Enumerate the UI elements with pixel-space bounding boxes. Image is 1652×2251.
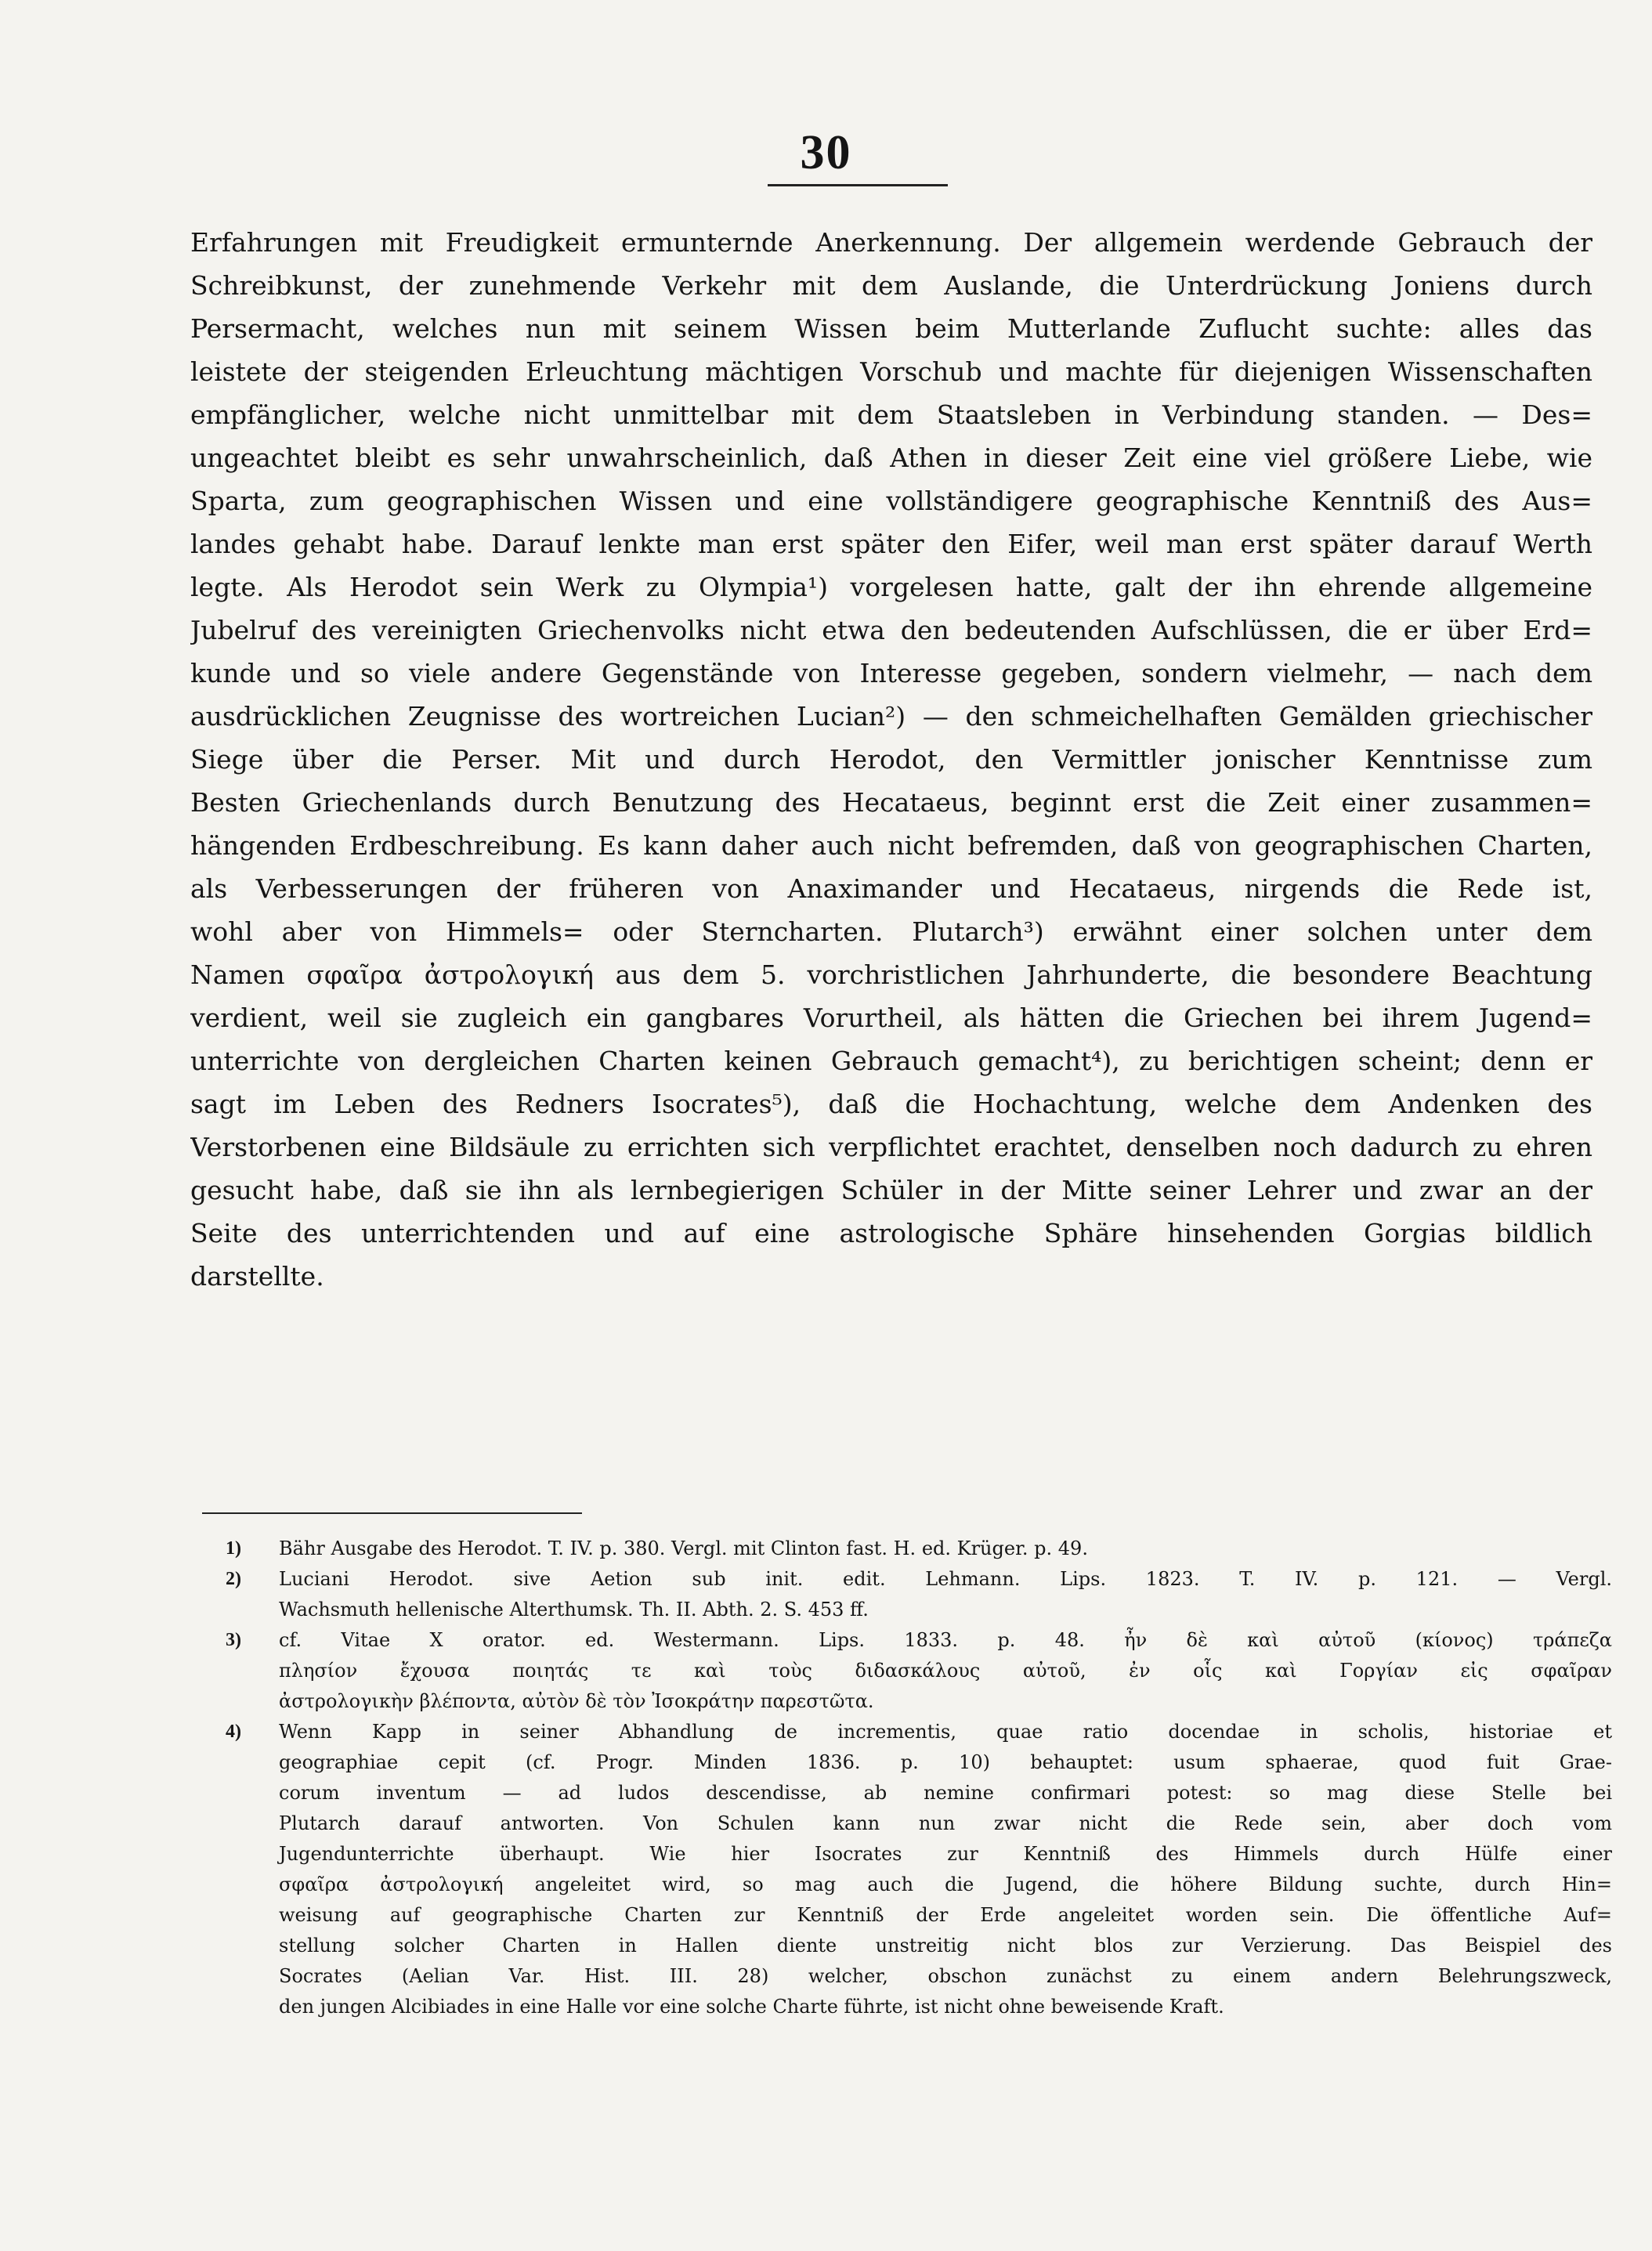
text-line: gesucht habe, daß sie ihn als lernbegierigen Schüler in der Mitte seiner Lehrer und zwar an der: [190, 1175, 1592, 1205]
footnote-line: [210, 1747, 1612, 1778]
text-line: ungeachtet bleibt es sehr unwahrscheinlich, daß Athen in dieser Zeit eine viel größere Liebe, wie: [190, 443, 1592, 473]
footnote-text: cf. Vitae X orator. ed. Westermann. Lips. 1833. p. 48. ἦν δὲ καὶ αὐτοῦ (κίονος) τράπεζα: [279, 1629, 1612, 1651]
text-line: Persermacht, welches nun mit seinem Wissen beim Mutterlande Zuflucht suchte: alles das: [190, 313, 1592, 344]
footnote-text: Wenn Kapp in seiner Abhandlung de incrementis, quae ratio docendae in scholis, historiae et: [279, 1721, 1612, 1743]
footnote-marker: 3): [226, 1630, 241, 1650]
footnote-text: geographiae cepit (cf. Progr. Minden 1836. p. 10) behauptet: usum sphaerae, quod fuit Grae-: [279, 1751, 1612, 1773]
footnote-marker: 1): [226, 1538, 241, 1559]
footnote-line: [210, 1625, 1612, 1656]
text-line: Verstorbenen eine Bildsäule zu errichten sich verpflichtet erachtet, denselben noch dadurch zu ehren: [190, 1132, 1592, 1162]
text-line: Erfahrungen mit Freudigkeit ermunternde Anerkennung. Der allgemein werdende Gebrauch der: [190, 227, 1592, 258]
text-line: als Verbesserungen der früheren von Anaximander und Hecataeus, nirgends die Rede ist,: [190, 873, 1592, 904]
text-line: ausdrücklichen Zeugnisse des wortreichen Lucian²) — den schmeichelhaften Gemälden griechischer: [190, 701, 1592, 732]
footnote-line: [210, 1534, 1612, 1564]
footnote-text: weisung auf geographische Charten zur Kenntniß der Erde angeleitet worden sein. Die öffentliche Auf=: [279, 1904, 1612, 1926]
footnote-line: [210, 1595, 1612, 1625]
footnote-line: [210, 1839, 1612, 1870]
text-line: unterrichte von dergleichen Charten keinen Gebrauch gemacht⁴), zu berichtigen scheint; denn er: [190, 1046, 1592, 1076]
footnotes: [210, 1534, 1612, 2022]
footnote-line: [210, 1808, 1612, 1839]
text-line: kunde und so viele andere Gegenstände von Interesse gegeben, sondern vielmehr, — nach dem: [190, 658, 1592, 688]
text-line: legte. Als Herodot sein Werk zu Olympia¹) vorgelesen hatte, galt der ihn ehrende allgemeine: [190, 572, 1592, 602]
footnote-text: σφαῖρα ἀστρολογική angeleitet wird, so mag auch die Jugend, die höhere Bildung suchte, durch Hin=: [279, 1873, 1612, 1895]
footnote-line: [210, 1900, 1612, 1931]
footnote-line: [210, 1686, 1612, 1717]
header-rule: [768, 184, 948, 186]
footnote-line: [210, 1870, 1612, 1900]
text-line: Jubelruf des vereinigten Griechenvolks nicht etwa den bedeutenden Aufschlüssen, die er über Erd=: [190, 615, 1592, 645]
footnote-text: corum inventum — ad ludos descendisse, ab nemine confirmari potest: so mag diese Stelle bei: [279, 1782, 1612, 1804]
text-line: hängenden Erdbeschreibung. Es kann daher auch nicht befremden, daß von geographischen Charten,: [190, 830, 1592, 861]
main-text: [190, 221, 1592, 1298]
footnote-text: Plutarch darauf antworten. Von Schulen kann nun zwar nicht die Rede sein, aber doch vom: [279, 1812, 1612, 1834]
footnote-separator: [202, 1512, 582, 1514]
text-line: Seite des unterrichtenden und auf eine astrologische Sphäre hinsehenden Gorgias bildlich: [190, 1218, 1592, 1248]
footnote-marker: 2): [226, 1569, 241, 1589]
text-line: empfänglicher, welche nicht unmittelbar mit dem Staatsleben in Verbindung standen. — Des=: [190, 399, 1592, 430]
footnote-line: [210, 1778, 1612, 1808]
text-line: verdient, weil sie zugleich ein gangbares Vorurtheil, als hätten die Griechen bei ihrem Jugend=: [190, 1003, 1592, 1033]
text-line: Sparta, zum geographischen Wissen und eine vollständigere geographische Kenntniß des Aus=: [190, 486, 1592, 516]
footnote-text: den jungen Alcibiades in eine Halle vor eine solche Charte führte, ist nicht ohne beweisende Kraft.: [279, 1996, 1224, 2018]
footnote-text: ἀστρολογικὴν βλέποντα, αὐτὸν δὲ τὸν Ἰσοκράτην παρεστῶτα.: [279, 1690, 874, 1712]
text-line: landes gehabt habe. Darauf lenkte man erst später den Eifer, weil man erst später darauf Werth: [190, 529, 1592, 559]
footnote-text: Socrates (Aelian Var. Hist. III. 28) welcher, obschon zunächst zu einem andern Belehrungszweck,: [279, 1965, 1612, 1987]
footnote-line: [210, 1992, 1612, 2022]
footnote-line: [210, 1656, 1612, 1686]
text-line: Schreibkunst, der zunehmende Verkehr mit dem Auslande, die Unterdrückung Joniens durch: [190, 270, 1592, 301]
footnote-text: stellung solcher Charten in Hallen diente unstreitig nicht blos zur Verzierung. Das Beispiel des: [279, 1935, 1612, 1957]
footnote-line: [210, 1931, 1612, 1961]
text-line: Namen σφαῖρα ἀστρολογική aus dem 5. vorchristlichen Jahrhunderte, die besondere Beachtung: [190, 959, 1592, 990]
text-line: Siege über die Perser. Mit und durch Herodot, den Vermittler jonischer Kenntnisse zum: [190, 744, 1592, 775]
text-line: darstellte.: [190, 1261, 324, 1292]
footnote-line: [210, 1961, 1612, 1992]
footnote-text: Jugendunterrichte überhaupt. Wie hier Isocrates zur Kenntniß des Himmels durch Hülfe einer: [279, 1843, 1612, 1865]
footnote-text: Bähr Ausgabe des Herodot. T. IV. p. 380. Vergl. mit Clinton fast. H. ed. Krüger. p. 49.: [279, 1537, 1088, 1559]
text-line: leistete der steigenden Erleuchtung mächtigen Vorschub und machte für diejenigen Wissenschaften: [190, 356, 1592, 387]
footnote-text: Luciani Herodot. sive Aetion sub init. edit. Lehmann. Lips. 1823. T. IV. p. 121. — Vergl.: [279, 1568, 1612, 1590]
footnote-text: πλησίον ἔχουσα ποιητάς τε καὶ τοὺς διδασκάλους αὐτοῦ, ἐν οἷς καὶ Γοργίαν εἰς σφαῖραν: [279, 1660, 1612, 1682]
text-line: sagt im Leben des Redners Isocrates⁵), daß die Hochachtung, welche dem Andenken des: [190, 1089, 1592, 1119]
text-line: wohl aber von Himmels= oder Sterncharten. Plutarch³) erwähnt einer solchen unter dem: [190, 916, 1592, 947]
footnote-text: Wachsmuth hellenische Alterthumsk. Th. II. Abth. 2. S. 453 ff.: [279, 1599, 869, 1621]
footnote-line: [210, 1564, 1612, 1595]
footnote-line: [210, 1717, 1612, 1747]
footnote-marker: 4): [226, 1722, 241, 1742]
text-line: Besten Griechenlands durch Benutzung des Hecataeus, beginnt erst die Zeit einer zusammen=: [190, 787, 1592, 818]
page-number: 30: [800, 126, 852, 179]
